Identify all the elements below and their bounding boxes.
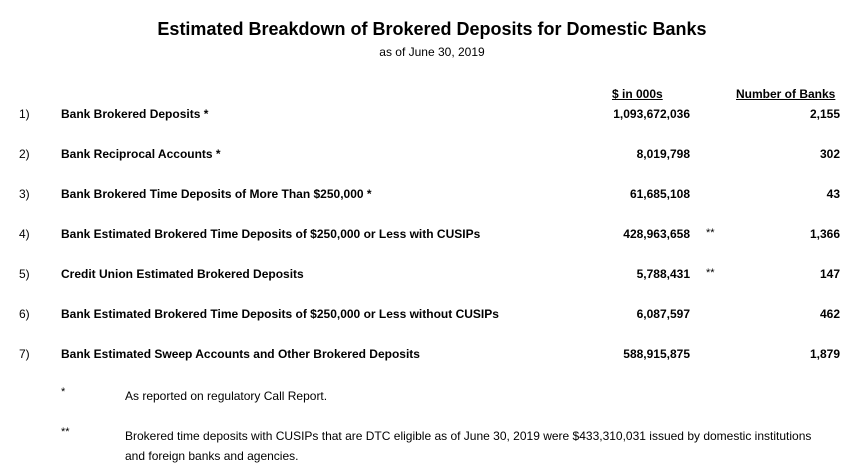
row-amount: 428,963,658 (623, 227, 690, 241)
row-bank-count: 147 (819, 267, 840, 281)
table-row (0, 227, 857, 245)
row-number: 2) (19, 147, 30, 161)
table-row (0, 147, 857, 165)
table-row (0, 347, 857, 365)
amount-column-header: $ in 000s (612, 87, 663, 101)
report-title: Estimated Breakdown of Brokered Deposits for Domestic Banks (157, 19, 707, 39)
row-amount: 1,093,672,036 (613, 107, 690, 121)
row-label: Bank Reciprocal Accounts * (61, 147, 221, 161)
banks-column-header: Number of Banks (736, 87, 836, 101)
row-amount: 5,788,431 (636, 267, 690, 281)
row-bank-count: 43 (826, 187, 840, 201)
table-row (0, 267, 857, 285)
row-bank-count: 2,155 (809, 107, 840, 121)
row-bank-count: 1,366 (809, 227, 840, 241)
footnote-symbol: * (61, 386, 66, 398)
footnote-text: As reported on regulatory Call Report. (125, 389, 328, 403)
footnote-text: Brokered time deposits with CUSIPs that are DTC eligible as of June 30, 2019 were $433,310,031 issued by domestic institutions and foreign banks and agencies. (125, 429, 812, 463)
row-amount: 8,019,798 (636, 147, 690, 161)
table-row (0, 107, 857, 125)
row-amount: 61,685,108 (629, 187, 690, 201)
row-label: Bank Estimated Brokered Time Deposits of $250,000 or Less without CUSIPs (61, 307, 499, 321)
row-number: 7) (19, 347, 30, 361)
row-label: Bank Brokered Deposits * (61, 107, 209, 121)
row-footnote-mark: ** (706, 227, 715, 239)
table-row (0, 187, 857, 205)
row-number: 6) (19, 307, 30, 321)
footnote-symbol: ** (61, 426, 70, 438)
row-number: 4) (19, 227, 30, 241)
report-date: as of June 30, 2019 (379, 45, 485, 59)
row-bank-count: 1,879 (809, 347, 840, 361)
row-bank-count: 302 (819, 147, 840, 161)
table-row (0, 307, 857, 325)
row-label: Bank Estimated Brokered Time Deposits of $250,000 or Less with CUSIPs (61, 227, 481, 241)
row-number: 5) (19, 267, 30, 281)
row-label: Credit Union Estimated Brokered Deposits (61, 267, 304, 281)
row-number: 3) (19, 187, 30, 201)
row-footnote-mark: ** (706, 267, 715, 279)
row-number: 1) (19, 107, 30, 121)
row-amount: 6,087,597 (636, 307, 690, 321)
row-label: Bank Brokered Time Deposits of More Than $250,000 * (61, 187, 372, 201)
row-bank-count: 462 (819, 307, 840, 321)
row-amount: 588,915,875 (623, 347, 690, 361)
row-label: Bank Estimated Sweep Accounts and Other Brokered Deposits (61, 347, 420, 361)
